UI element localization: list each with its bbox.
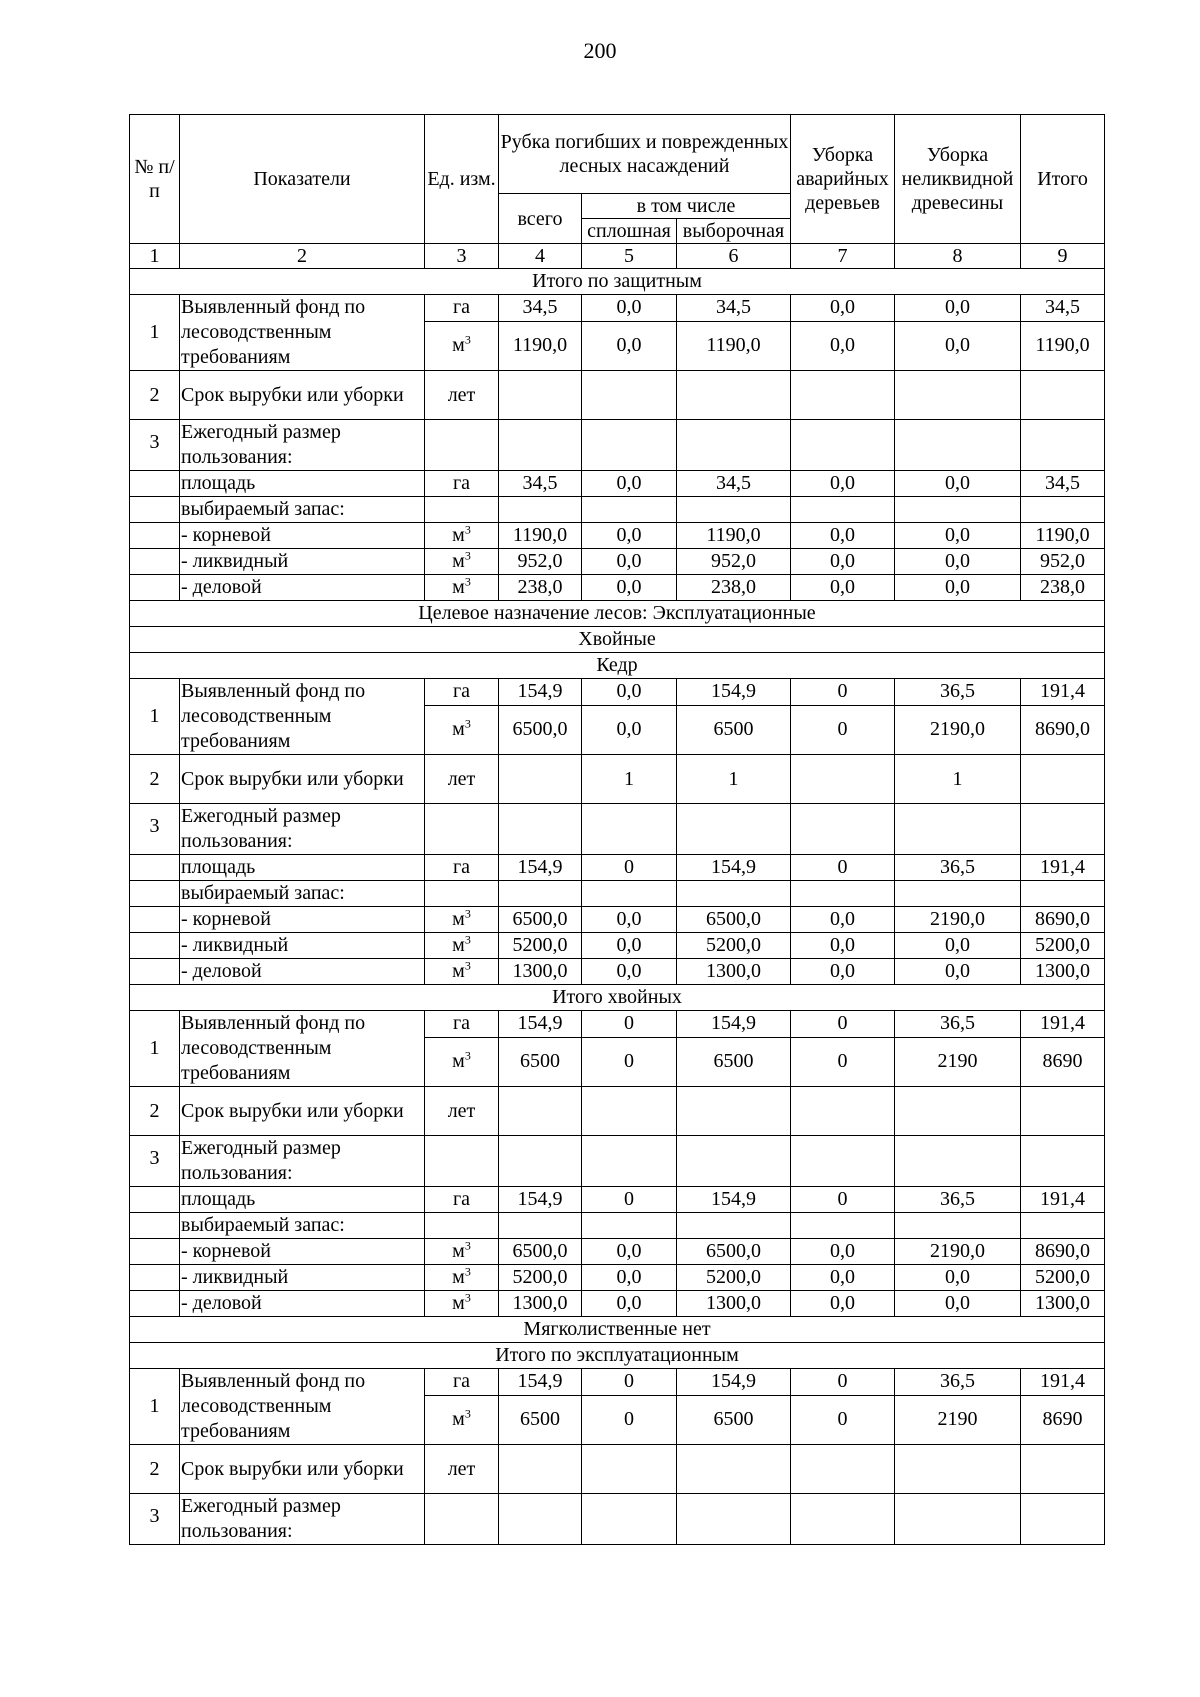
indicator-liquid: - ликвидный [180,549,425,575]
indicator-fund: Выявленный фонд по лесоводственным требованиям [180,1011,425,1087]
value-cell: 1300,0 [1021,959,1105,985]
indicator-fund: Выявленный фонд по лесоводственным требованиям [180,295,425,371]
value-cell: 154,9 [499,1011,582,1038]
indicator-area: площадь [180,855,425,881]
value-cell: 0,0 [582,1239,677,1265]
value-cell: 154,9 [677,679,791,706]
value-cell: 34,5 [677,471,791,497]
value-cell: 191,4 [1021,679,1105,706]
value-cell: 34,5 [677,295,791,322]
value-cell: 0,0 [582,321,677,370]
value-cell: 1300,0 [499,959,582,985]
value-cell: 5200,0 [499,933,582,959]
value-cell: 1190,0 [677,321,791,370]
value-cell: 0 [791,1395,895,1444]
indicator-fund: Выявленный фонд по лесоводственным требованиям [180,1369,425,1445]
row-number: 1 [130,1369,180,1445]
unit-cell: га [425,295,499,322]
value-cell [582,371,677,420]
value-cell: 0,0 [582,471,677,497]
unit-cell: лет [425,755,499,804]
value-cell: 0 [582,1011,677,1038]
row-number: 2 [130,371,180,420]
indicator-stock: выбираемый запас: [180,881,425,907]
indicator-term: Срок вырубки или уборки [180,755,425,804]
row-number: 3 [130,804,180,855]
value-cell: 191,4 [1021,1187,1105,1213]
value-cell: 0,0 [895,471,1021,497]
value-cell: 34,5 [1021,295,1105,322]
col-number: 8 [895,244,1021,269]
value-cell: 0 [582,855,677,881]
row-number: 3 [130,420,180,471]
section-title: Итого по защитным [130,269,1105,295]
value-cell: 154,9 [499,855,582,881]
value-cell: 5200,0 [677,1265,791,1291]
value-cell: 0,0 [582,705,677,754]
value-cell: 1300,0 [499,1291,582,1317]
value-cell: 5200,0 [677,933,791,959]
value-cell: 238,0 [1021,575,1105,601]
value-cell: 1190,0 [1021,321,1105,370]
value-cell: 0,0 [582,523,677,549]
value-cell: 36,5 [895,679,1021,706]
value-cell: 0 [582,1395,677,1444]
value-cell: 0 [582,1037,677,1086]
value-cell: 1 [895,755,1021,804]
value-cell: 0,0 [895,575,1021,601]
value-cell [582,1087,677,1136]
unit-cell: га [425,471,499,497]
value-cell [791,755,895,804]
value-cell: 5200,0 [1021,933,1105,959]
value-cell: 2190,0 [895,907,1021,933]
value-cell [1021,755,1105,804]
value-cell: 1300,0 [677,959,791,985]
col-number: 9 [1021,244,1105,269]
indicator-term: Срок вырубки или уборки [180,1445,425,1494]
value-cell: 34,5 [499,295,582,322]
value-cell: 952,0 [1021,549,1105,575]
row-number: 1 [130,1011,180,1087]
value-cell: 2190,0 [895,705,1021,754]
value-cell: 34,5 [499,471,582,497]
value-cell: 0 [791,1011,895,1038]
unit-cell: $м^3$ [425,321,499,370]
value-cell: 1190,0 [499,523,582,549]
header-col-emergency: Уборка аварийных деревьев [791,115,895,244]
value-cell: 5200,0 [1021,1265,1105,1291]
value-cell: 154,9 [677,855,791,881]
header-col-total: всего [499,194,582,244]
col-number: 6 [677,244,791,269]
indicator-stock: выбираемый запас: [180,497,425,523]
unit-cell: $м^3$ [425,933,499,959]
value-cell: 0,0 [791,523,895,549]
indicator-annual: Ежегодный размер пользования: [180,1136,425,1187]
row-number: 2 [130,755,180,804]
unit-cell: лет [425,1087,499,1136]
value-cell: 1190,0 [499,321,582,370]
value-cell: 154,9 [677,1187,791,1213]
value-cell: 8690,0 [1021,907,1105,933]
indicator-area: площадь [180,1187,425,1213]
header-col-itogo: Итого [1021,115,1105,244]
section-title: Кедр [130,653,1105,679]
unit-cell: $м^3$ [425,705,499,754]
header-col-clear: сплошная [582,219,677,244]
value-cell: 0 [582,1369,677,1396]
value-cell [499,1445,582,1494]
indicator-annual: Ежегодный размер пользования: [180,1494,425,1545]
unit-cell: $м^3$ [425,1265,499,1291]
value-cell: 0 [791,855,895,881]
unit-cell: $м^3$ [425,549,499,575]
value-cell: 6500,0 [677,1239,791,1265]
unit-cell: га [425,1369,499,1396]
value-cell: 0,0 [791,295,895,322]
value-cell [677,1087,791,1136]
unit-cell: лет [425,371,499,420]
value-cell: 238,0 [677,575,791,601]
indicator-root: - корневой [180,523,425,549]
indicator-liquid: - ликвидный [180,933,425,959]
indicator-root: - корневой [180,1239,425,1265]
value-cell: 0,0 [895,321,1021,370]
value-cell: 0,0 [895,933,1021,959]
value-cell: 0,0 [895,1291,1021,1317]
value-cell: 0,0 [895,549,1021,575]
section-title: Мягколиственные нет [130,1317,1105,1343]
row-number: 2 [130,1445,180,1494]
unit-cell: га [425,1011,499,1038]
header-col-num: № п/п [130,115,180,244]
col-number: 4 [499,244,582,269]
value-cell [791,1087,895,1136]
value-cell: 191,4 [1021,855,1105,881]
value-cell: 0 [791,1369,895,1396]
unit-cell: $м^3$ [425,1239,499,1265]
value-cell: 1 [677,755,791,804]
value-cell: 0 [791,1187,895,1213]
value-cell: 8690 [1021,1395,1105,1444]
unit-cell: $м^3$ [425,575,499,601]
header-col-including: в том числе [582,194,791,219]
value-cell: 0 [791,1037,895,1086]
col-number: 3 [425,244,499,269]
col-number: 7 [791,244,895,269]
value-cell: 6500,0 [499,705,582,754]
header-col-illiquid: Уборка неликвидной древесины [895,115,1021,244]
indicator-term: Срок вырубки или уборки [180,1087,425,1136]
value-cell: 952,0 [499,549,582,575]
value-cell: 0,0 [791,1291,895,1317]
row-number: 3 [130,1136,180,1187]
value-cell [499,371,582,420]
value-cell: 0,0 [791,575,895,601]
value-cell: 0,0 [791,907,895,933]
value-cell: 6500,0 [499,1239,582,1265]
col-number: 2 [180,244,425,269]
value-cell: 8690 [1021,1037,1105,1086]
section-title: Итого по эксплуатационным [130,1343,1105,1369]
value-cell: 2190 [895,1395,1021,1444]
row-number: 3 [130,1494,180,1545]
value-cell: 6500,0 [677,907,791,933]
value-cell [1021,1087,1105,1136]
value-cell: 154,9 [677,1011,791,1038]
row-number: 1 [130,679,180,755]
value-cell: 0,0 [582,295,677,322]
value-cell: 6500 [677,1395,791,1444]
value-cell [1021,1445,1105,1494]
value-cell: 0,0 [582,679,677,706]
value-cell: 0,0 [791,1265,895,1291]
value-cell: 36,5 [895,1187,1021,1213]
unit-cell: $м^3$ [425,907,499,933]
value-cell: 1300,0 [1021,1291,1105,1317]
value-cell: 1300,0 [677,1291,791,1317]
header-col-indicator: Показатели [180,115,425,244]
indicator-annual: Ежегодный размер пользования: [180,804,425,855]
unit-cell: га [425,679,499,706]
unit-cell: $м^3$ [425,1291,499,1317]
value-cell [499,755,582,804]
section-title: Хвойные [130,627,1105,653]
value-cell: 2190 [895,1037,1021,1086]
header-col-selective: выборочная [677,219,791,244]
value-cell: 952,0 [677,549,791,575]
header-col-unit: Ед. изм. [425,115,499,244]
value-cell: 6500,0 [499,907,582,933]
value-cell: 0,0 [791,549,895,575]
value-cell: 1190,0 [1021,523,1105,549]
unit-cell: га [425,855,499,881]
value-cell [791,1445,895,1494]
value-cell: 191,4 [1021,1011,1105,1038]
value-cell: 36,5 [895,1011,1021,1038]
indicator-liquid: - ликвидный [180,1265,425,1291]
value-cell: 0,0 [791,321,895,370]
indicator-area: площадь [180,471,425,497]
value-cell: 0,0 [895,1265,1021,1291]
value-cell [895,1445,1021,1494]
value-cell: 0,0 [895,523,1021,549]
value-cell: 0 [791,679,895,706]
col-number: 1 [130,244,180,269]
value-cell: 0,0 [582,907,677,933]
indicator-business: - деловой [180,959,425,985]
value-cell [791,371,895,420]
section-title: Целевое назначение лесов: Эксплуатационные [130,601,1105,627]
value-cell: 0 [582,1187,677,1213]
value-cell: 0 [791,705,895,754]
unit-cell: га [425,1187,499,1213]
section-title: Итого хвойных [130,985,1105,1011]
value-cell: 0,0 [791,1239,895,1265]
value-cell: 0,0 [791,933,895,959]
forest-use-table [129,114,1105,1545]
page-number: 200 [583,38,617,63]
value-cell: 6500 [677,705,791,754]
value-cell: 0,0 [582,959,677,985]
value-cell: 0,0 [582,575,677,601]
value-cell: 238,0 [499,575,582,601]
indicator-term: Срок вырубки или уборки [180,371,425,420]
table-header [130,115,1105,269]
value-cell: 2190,0 [895,1239,1021,1265]
indicator-business: - деловой [180,575,425,601]
value-cell: 36,5 [895,855,1021,881]
value-cell [499,1087,582,1136]
unit-cell: $м^3$ [425,1037,499,1086]
value-cell [677,1445,791,1494]
table-body [130,269,1105,1545]
value-cell: 1 [582,755,677,804]
value-cell: 0,0 [582,1291,677,1317]
value-cell: 6500 [499,1395,582,1444]
value-cell: 0,0 [582,933,677,959]
value-cell: 6500 [677,1037,791,1086]
value-cell: 0,0 [895,959,1021,985]
value-cell: 0,0 [895,295,1021,322]
value-cell: 0,0 [791,471,895,497]
value-cell [895,371,1021,420]
col-number: 5 [582,244,677,269]
indicator-fund: Выявленный фонд по лесоводственным требованиям [180,679,425,755]
value-cell: 0,0 [582,1265,677,1291]
indicator-root: - корневой [180,907,425,933]
unit-cell: лет [425,1445,499,1494]
value-cell: 154,9 [499,1369,582,1396]
value-cell [1021,371,1105,420]
value-cell: 34,5 [1021,471,1105,497]
unit-cell: $м^3$ [425,1395,499,1444]
value-cell [582,1445,677,1494]
value-cell: 154,9 [499,1187,582,1213]
value-cell: 1190,0 [677,523,791,549]
unit-cell: $м^3$ [425,523,499,549]
value-cell: 0,0 [582,549,677,575]
header-col-felling: Рубка погибших и поврежденных лесных насаждений [499,115,791,194]
value-cell: 154,9 [677,1369,791,1396]
value-cell: 8690,0 [1021,1239,1105,1265]
value-cell: 191,4 [1021,1369,1105,1396]
row-number: 2 [130,1087,180,1136]
value-cell: 6500 [499,1037,582,1086]
value-cell: 0,0 [791,959,895,985]
row-number: 1 [130,295,180,371]
indicator-annual: Ежегодный размер пользования: [180,420,425,471]
value-cell: 154,9 [499,679,582,706]
value-cell: 8690,0 [1021,705,1105,754]
indicator-business: - деловой [180,1291,425,1317]
indicator-stock: выбираемый запас: [180,1213,425,1239]
value-cell: 5200,0 [499,1265,582,1291]
value-cell [895,1087,1021,1136]
value-cell [677,371,791,420]
unit-cell: $м^3$ [425,959,499,985]
value-cell: 36,5 [895,1369,1021,1396]
